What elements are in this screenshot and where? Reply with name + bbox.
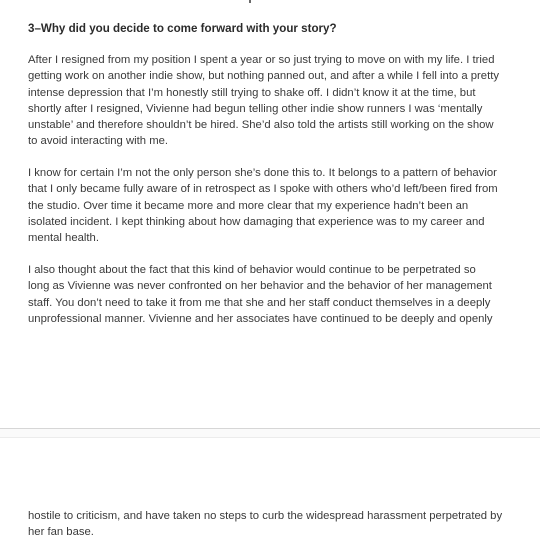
text-line: intense depression that I’m honestly still trying to shake off. I didn’t know it at the time, but <box>28 86 476 99</box>
text-line: staff. You don’t need to take it from me that she and her staff conduct themselves in a deeply <box>28 296 491 309</box>
page-edge-mark <box>249 0 251 3</box>
text-line: hostile to criticism, and have taken no steps to curb the widespread harassment perpetrated by <box>28 510 503 522</box>
text-line: long as Vivienne was never confronted on her behavior and the behavior of her management <box>28 280 492 293</box>
section-heading: 3–Why did you decide to come forward with your story? <box>28 22 337 35</box>
text-line: mental health. <box>28 232 99 245</box>
previous-page-edge <box>0 0 540 8</box>
text-line: isolated incident. I kept thinking about how damaging that experience was to my career and <box>28 215 485 228</box>
text-line: that I only became fully aware of in retrospect as I spoke with others who’d left/been fired from <box>28 183 498 196</box>
text-line: unstable’ and therefore shouldn’t be hired. She’d also told the artists still working on the show <box>28 119 494 132</box>
text-line: getting work on another indie show, but nothing panned out, and after a while I fell into a pretty <box>28 70 500 83</box>
text-line: her fan base. <box>28 526 94 539</box>
text-line: the studio. Over time it became more and more clear that my experience hadn’t been an <box>28 199 469 212</box>
text-line: shortly after I resigned, Vivienne had begun telling other indie show runners I was ‘mentally <box>28 102 483 115</box>
text-line: unprofessional manner. Vivienne and her associates have continued to be deeply and openly <box>28 312 493 325</box>
page-break-divider <box>0 428 540 438</box>
paragraph <box>28 165 520 246</box>
text-line: I also thought about the fact that this kind of behavior would continue to be perpetrated so <box>28 264 476 276</box>
paragraph <box>28 508 520 541</box>
paragraph <box>28 262 520 327</box>
text-line: After I resigned from my position I spent a year or so just trying to move on with my life. I tried <box>28 54 495 66</box>
text-line: to avoid interacting with me. <box>28 135 169 148</box>
paragraph <box>28 52 520 150</box>
text-line: I know for certain I’m not the only person she’s done this to. It belongs to a pattern of behavior <box>28 167 497 179</box>
